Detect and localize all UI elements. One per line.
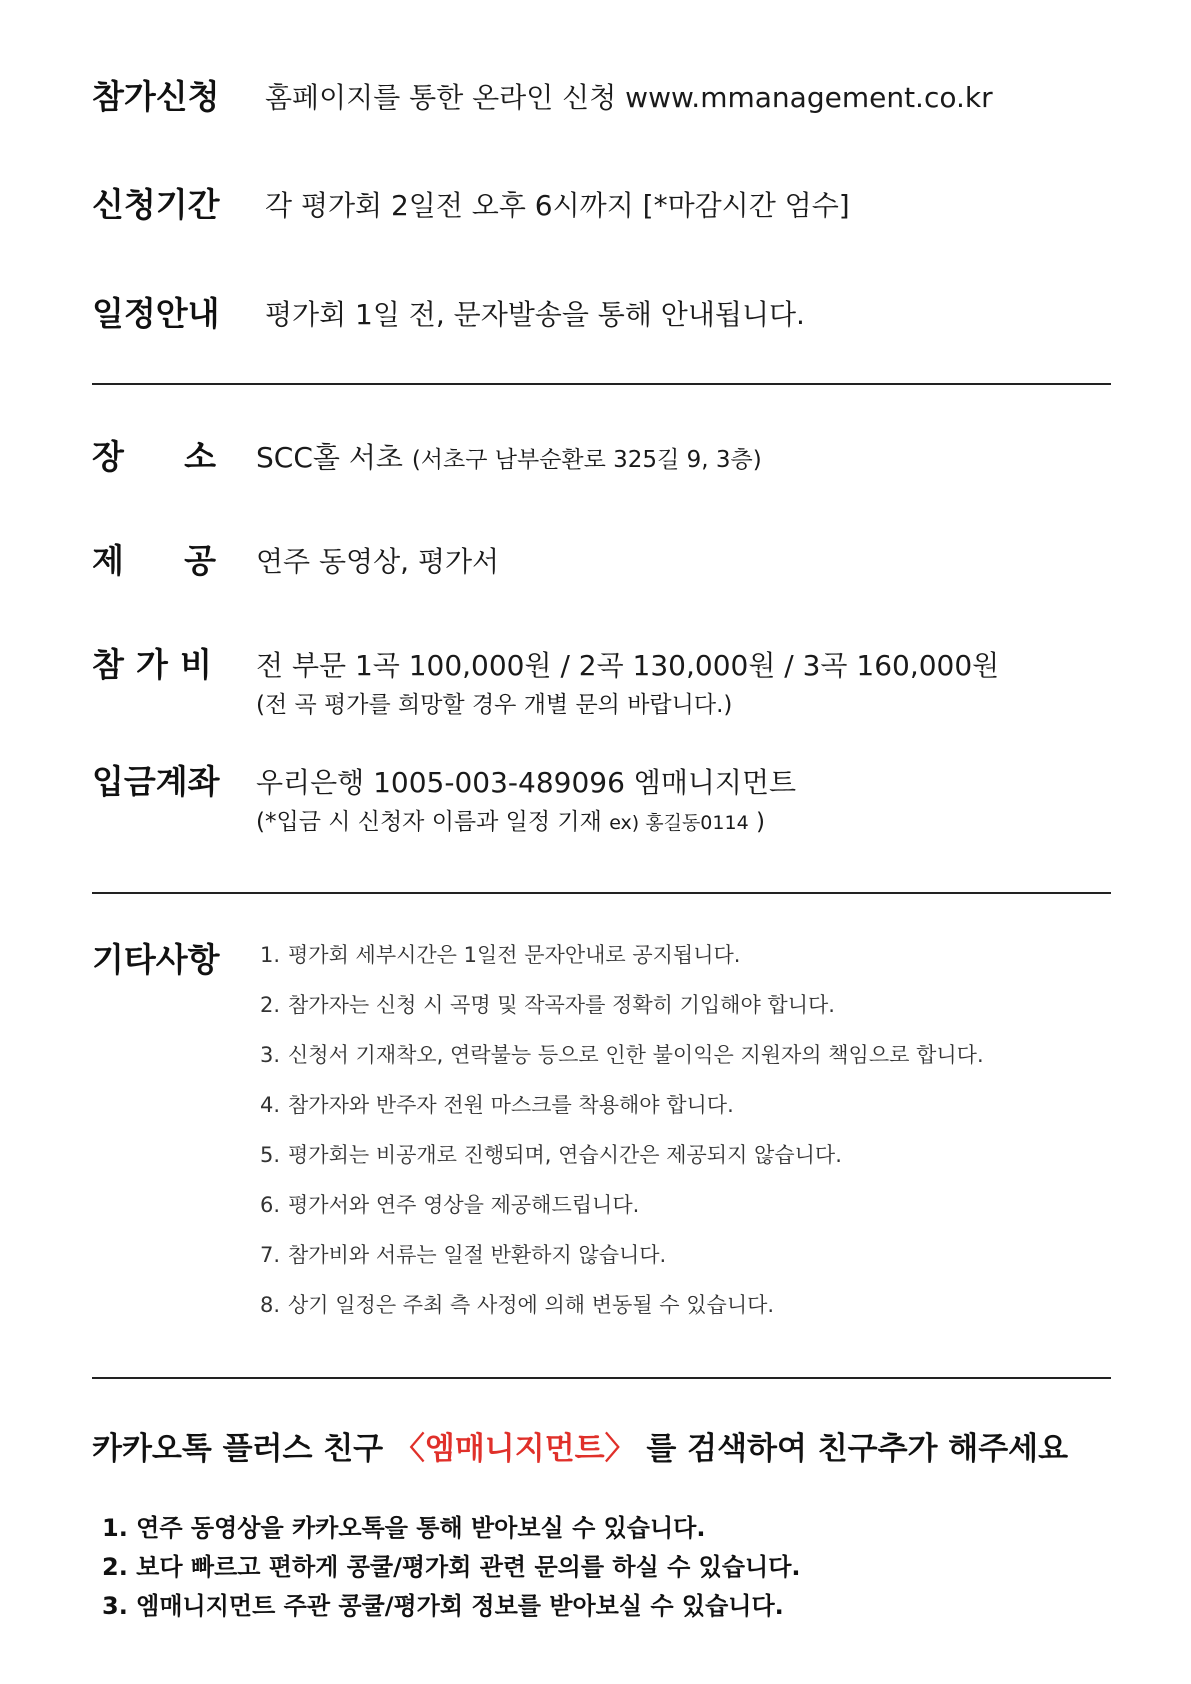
notes-list xyxy=(260,940,984,1340)
list-item-number: 6. xyxy=(260,1193,281,1217)
account-note-close: ) xyxy=(755,809,765,835)
fee-value: 전 부문 1곡 100,000원 / 2곡 130,000원 / 3곡 160,000원 xyxy=(256,649,1000,682)
list-item-number: 4. xyxy=(260,1093,281,1117)
list-item xyxy=(260,1290,984,1340)
divider xyxy=(92,892,1111,894)
venue-label-char: 소 xyxy=(184,437,216,476)
list-item-text: 참가자는 신청 시 곡명 및 작곡자를 정확히 기입해야 합니다. xyxy=(288,993,835,1017)
list-item-number: 3. xyxy=(260,1043,281,1067)
kakao-benefits-list xyxy=(102,1513,801,1630)
list-item-number: 2. xyxy=(260,993,281,1017)
apply-value: 홈페이지를 통한 온라인 신청 www.mmanagement.co.kr xyxy=(265,81,993,114)
list-item-text: 참가비와 서류는 일절 반환하지 않습니다. xyxy=(288,1243,667,1267)
period-value: 각 평가회 2일전 오후 6시까지 [*마감시간 엄수] xyxy=(265,189,850,222)
list-item-number: 8. xyxy=(260,1293,281,1317)
schedule-value: 평가회 1일 전, 문자발송을 통해 안내됩니다. xyxy=(265,298,805,331)
divider xyxy=(92,383,1111,385)
list-item-text: 신청서 기재착오, 연락불능 등으로 인한 불이익은 지원자의 책임으로 합니다. xyxy=(288,1043,984,1067)
list-item xyxy=(260,990,984,1040)
list-item: 3. 엠매니지먼트 주관 콩쿨/평가회 정보를 받아보실 수 있습니다. xyxy=(102,1592,784,1620)
list-item-text: 참가자와 반주자 전원 마스크를 착용해야 합니다. xyxy=(288,1093,734,1117)
kakao-heading-suffix: 를 검색하여 친구추가 해주세요 xyxy=(646,1431,1069,1467)
venue-label xyxy=(92,437,216,476)
list-item-number: 5. xyxy=(260,1143,281,1167)
list-item-text: 상기 일정은 주최 측 사정에 의해 변동될 수 있습니다. xyxy=(288,1293,775,1317)
list-item-text: 평가회 세부시간은 1일전 문자안내로 공지됩니다. xyxy=(288,943,741,967)
venue-name: SCC홀 서초 xyxy=(256,441,403,474)
fee-label-char: 가 xyxy=(136,645,168,684)
period-label: 신청기간 xyxy=(92,185,220,224)
provided-label-char: 공 xyxy=(184,541,216,580)
list-item-text: 평가회는 비공개로 진행되며, 연습시간은 제공되지 않습니다. xyxy=(288,1143,842,1167)
list-item xyxy=(260,1190,984,1240)
account-note xyxy=(256,811,765,834)
list-item xyxy=(260,1140,984,1190)
list-item-number: 1. xyxy=(260,943,281,967)
schedule-label: 일정안내 xyxy=(92,294,220,333)
fee-label-char: 비 xyxy=(180,645,212,684)
fee-label-char: 참 xyxy=(92,645,124,684)
provided-label-char: 제 xyxy=(92,541,124,580)
kakao-brand-name: 〈엠매니지먼트〉 xyxy=(393,1431,636,1467)
list-item xyxy=(260,1240,984,1290)
venue-label-char: 장 xyxy=(92,437,124,476)
list-item-number: 7. xyxy=(260,1243,281,1267)
provided-value: 연주 동영상, 평가서 xyxy=(256,545,500,578)
fee-label xyxy=(92,645,212,684)
account-note-main: (*입금 시 신청자 이름과 일정 기재 xyxy=(256,809,602,835)
venue-value xyxy=(256,441,762,474)
list-item xyxy=(260,940,984,990)
kakao-heading xyxy=(92,1431,1069,1467)
list-item: 1. 연주 동영상을 카카오톡을 통해 받아보실 수 있습니다. xyxy=(102,1514,706,1542)
apply-label: 참가신청 xyxy=(92,77,220,116)
list-item: 2. 보다 빠르고 편하게 콩쿨/평가회 관련 문의를 하실 수 있습니다. xyxy=(102,1553,801,1581)
list-item xyxy=(260,1090,984,1140)
divider xyxy=(92,1377,1111,1379)
account-value: 우리은행 1005-003-489096 엠매니지먼트 xyxy=(256,766,797,799)
account-note-example: ex) 홍길동0114 xyxy=(609,812,749,834)
account-label: 입금계좌 xyxy=(92,762,220,801)
provided-label xyxy=(92,541,216,580)
list-item-text: 평가서와 연주 영상을 제공해드립니다. xyxy=(288,1193,640,1217)
list-item xyxy=(260,1040,984,1090)
notes-label: 기타사항 xyxy=(92,940,220,979)
kakao-heading-prefix: 카카오톡 플러스 친구 xyxy=(92,1431,384,1467)
fee-note: (전 곡 평가를 희망할 경우 개별 문의 바랍니다.) xyxy=(256,692,733,718)
venue-address: (서초구 남부순환로 325길 9, 3층) xyxy=(411,447,762,473)
